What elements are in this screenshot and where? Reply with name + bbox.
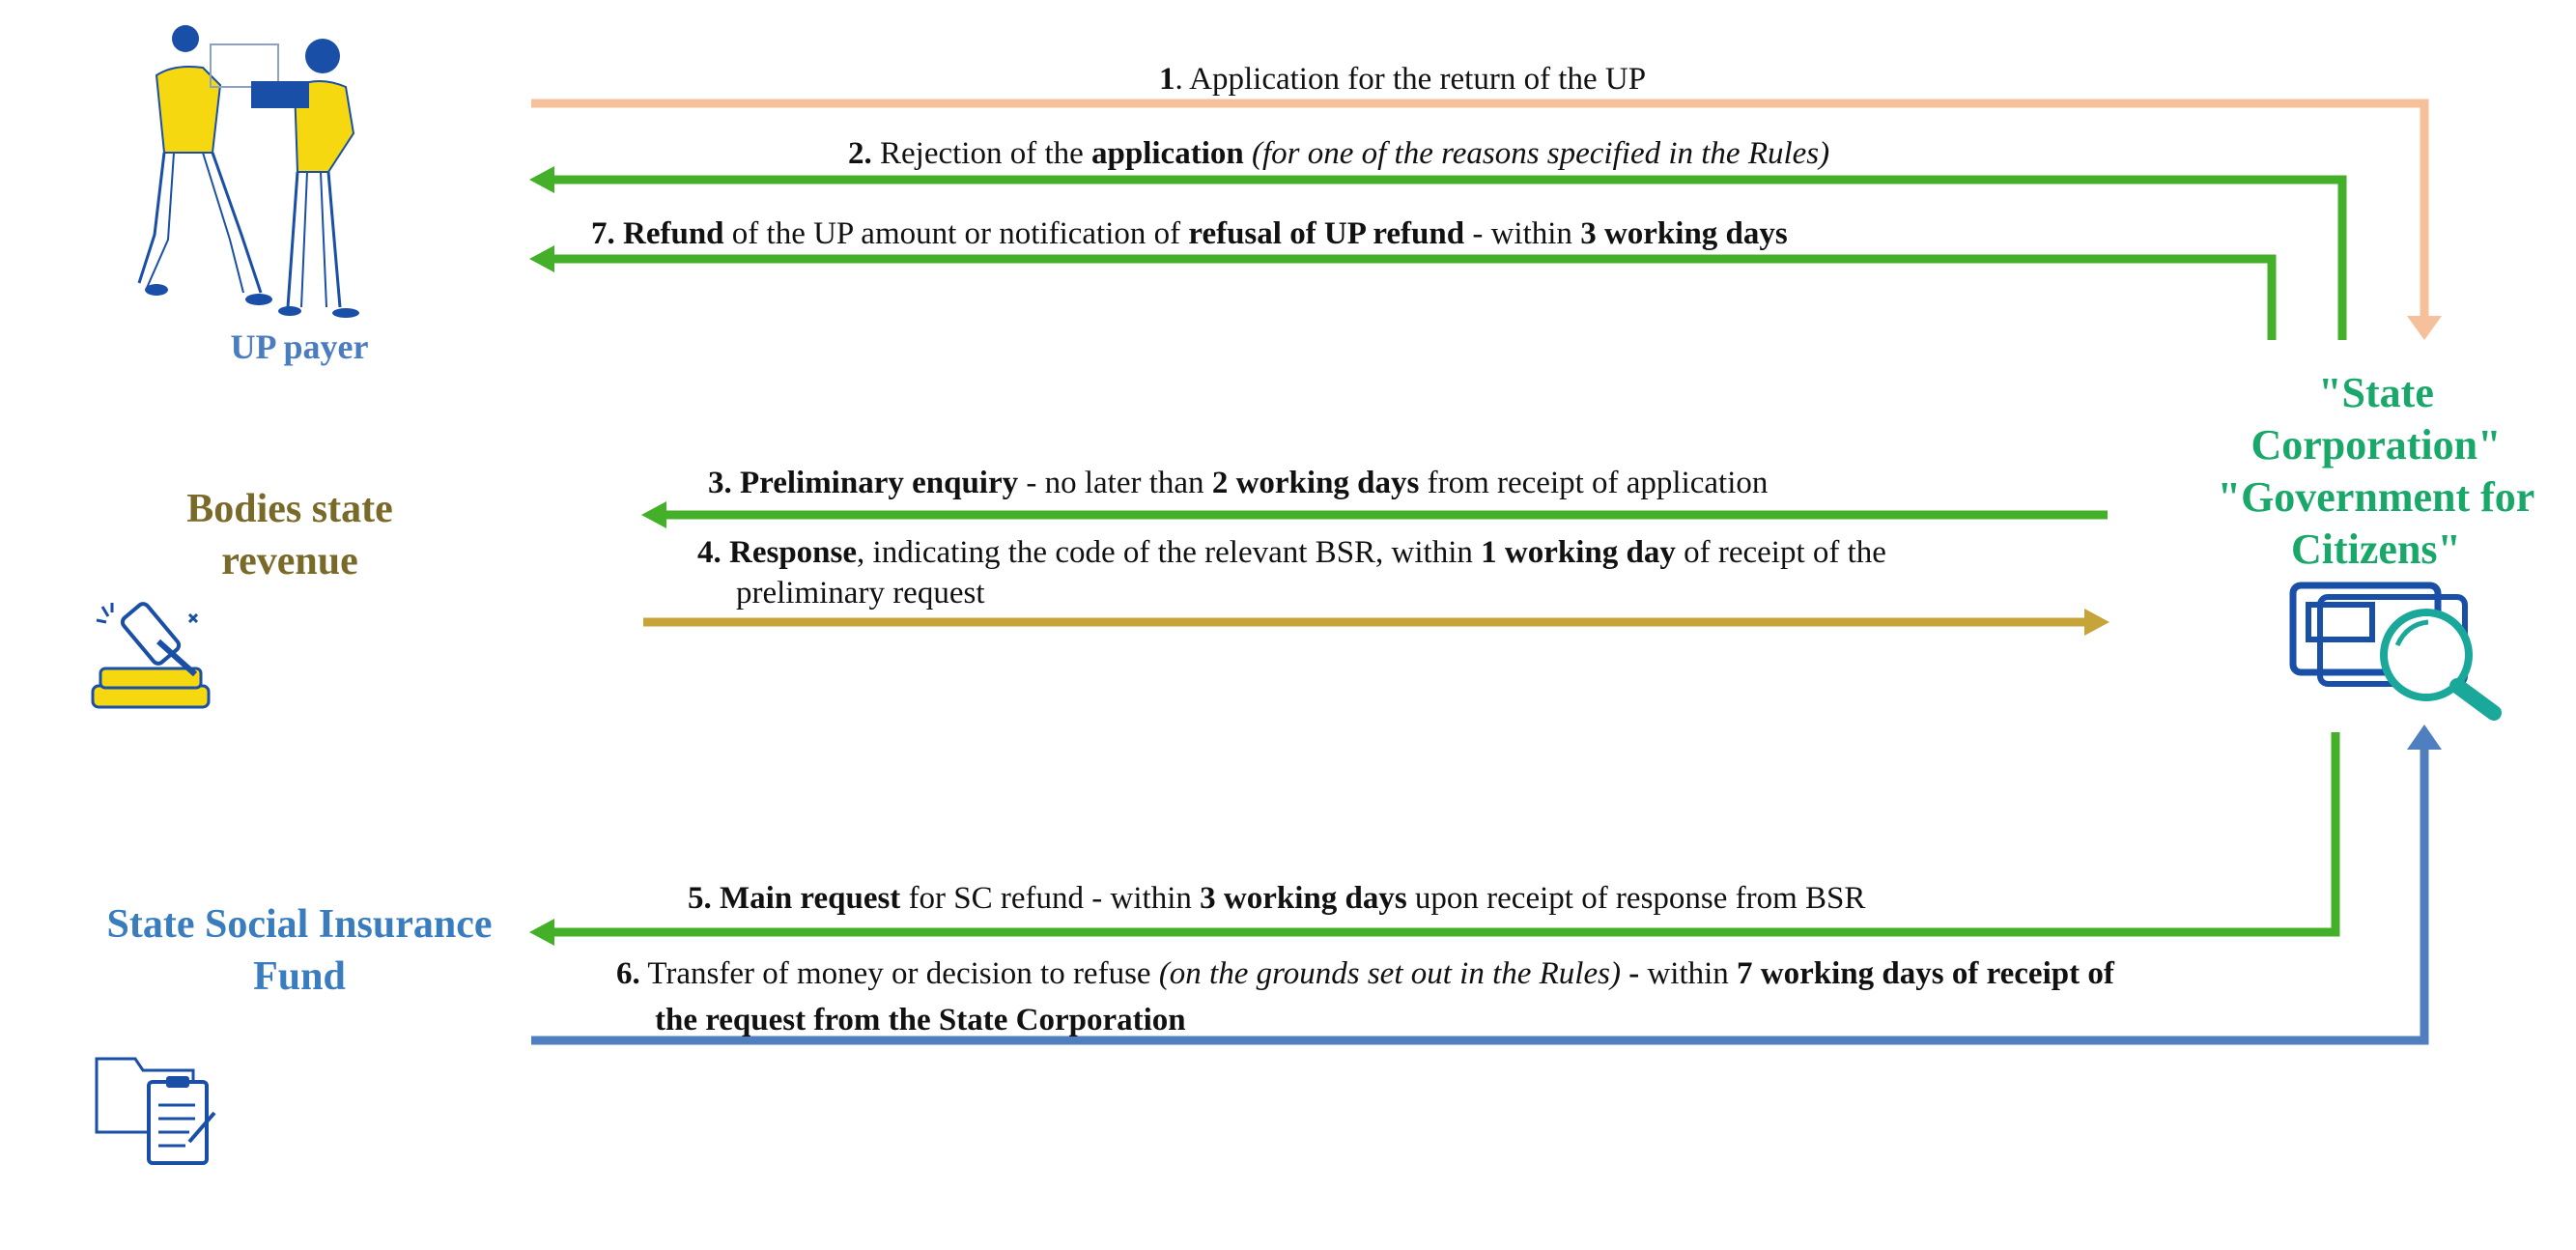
arrow-4-line xyxy=(643,609,2109,636)
gavel-icon xyxy=(89,597,214,715)
payer-label: UP payer xyxy=(230,327,369,366)
arrow-4-label: 4. Response, indicating the code of the relevant BSR, within 1 working day of receipt of the preliminary request xyxy=(697,535,1886,611)
arrow-6-label: 6. Transfer of money or decision to refuse (on the grounds set out in the Rules) - within 7 working days of receipt of the request from the State Corporation xyxy=(616,956,2114,1037)
payer-illustration xyxy=(135,17,406,327)
arrow-1-label: 1. Application for the return of the UP xyxy=(1159,62,1647,97)
corp-label: "State Corporation" "Government for Citizens" xyxy=(2217,369,2535,573)
clipboard-icon xyxy=(93,1049,218,1169)
arrow-3-label: 3. Preliminary enquiry - no later than 2 working days from receipt of application xyxy=(708,466,1769,500)
arrow-2-line xyxy=(529,166,2342,340)
arrow-7-label: 7. Refund of the UP amount or notification of refusal of UP refund - within 3 working days xyxy=(591,216,1788,251)
fund-label: State Social Insurance Fund xyxy=(106,902,493,999)
arrow-3-line xyxy=(641,501,2108,528)
arrow-7-line xyxy=(529,245,2272,340)
arrow-2-label: 2. Rejection of the application (for one of the reasons specified in the Rules) xyxy=(848,136,1830,171)
revenue-label: Bodies state revenue xyxy=(186,487,393,583)
arrow-5-label: 5. Main request for SC refund - within 3 working days upon receipt of response from BSR xyxy=(688,881,1866,916)
magnifier-icon xyxy=(2281,578,2523,723)
